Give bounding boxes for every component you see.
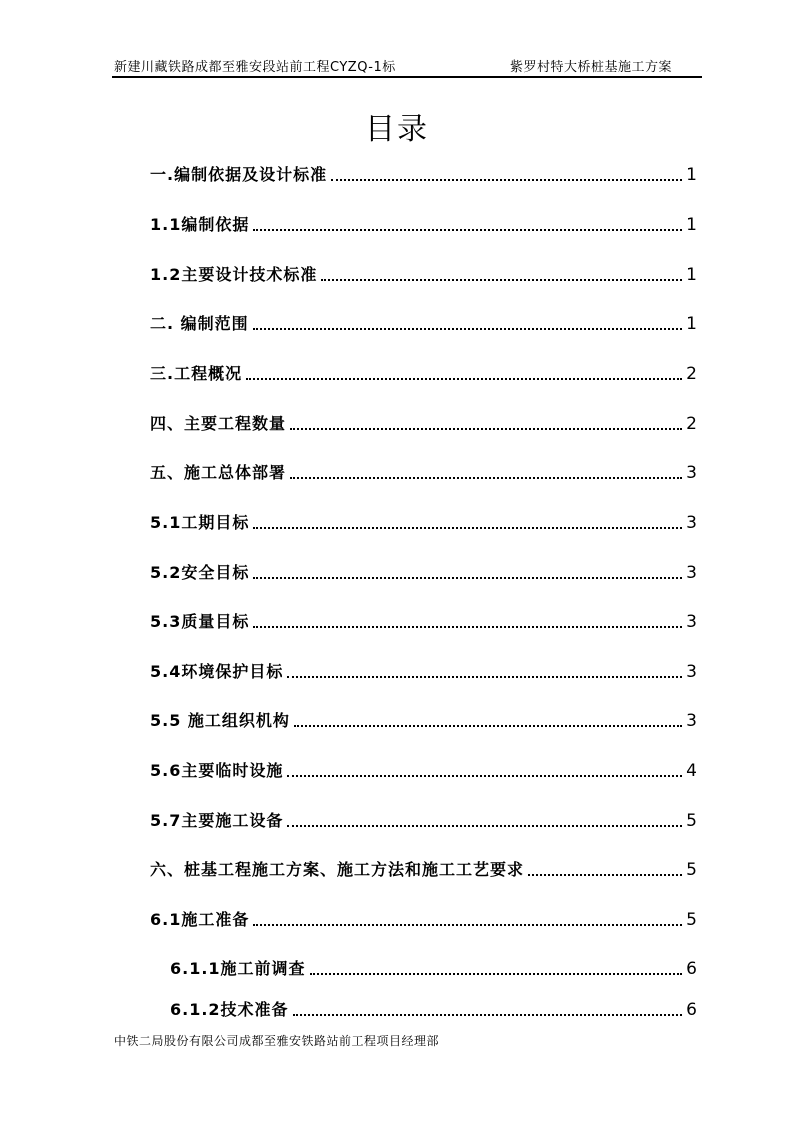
toc-leader-dots [253,527,682,529]
toc-entry-page: 5 [686,910,698,930]
toc-entry-page: 5 [686,860,698,880]
toc-entry-page: 3 [686,563,698,583]
toc-leader-dots [310,973,683,975]
toc-entry-page: 5 [686,811,698,831]
toc-entry[interactable] [150,807,698,831]
toc-title: 目录 [365,112,429,147]
toc-entry-label: 5.3质量目标 [150,612,250,631]
toc-entry-page: 1 [686,215,698,235]
toc-entry-label: 5.4环境保护目标 [150,662,284,681]
toc-entry[interactable] [150,161,698,185]
toc-entry-label: 二. 编制范围 [150,314,249,333]
toc-entry[interactable] [150,410,698,434]
toc-entry-label: 6.1施工准备 [150,910,250,929]
toc-entry[interactable] [150,310,698,334]
toc-entry[interactable] [150,459,698,483]
toc-entry-page: 3 [686,662,698,682]
toc-entry-label: 三.工程概况 [150,364,243,383]
toc-entry-label: 四、主要工程数量 [150,414,287,433]
toc-leader-dots [253,229,682,231]
toc-entry[interactable] [150,856,698,880]
toc-leader-dots [293,1014,683,1016]
page-footer: 中铁二局股份有限公司成都至雅安铁路站前工程项目经理部 [114,1034,440,1048]
toc-entry[interactable] [150,211,698,235]
toc-entry-label: 6.1.2技术准备 [170,1000,289,1019]
toc-leader-dots [331,179,682,181]
toc-leader-dots [321,279,682,281]
toc-entry-page: 1 [686,265,698,285]
toc-entry-label: 六、桩基工程施工方案、施工方法和施工工艺要求 [150,860,525,879]
toc-leader-dots [287,825,682,827]
header-project-name: 新建川藏铁路成都至雅安段站前工程CYZQ-1标 [114,60,396,75]
toc-leader-dots [290,428,682,430]
toc-entry-label: 5.2安全目标 [150,563,250,582]
toc-entry-page: 3 [686,463,698,483]
toc-entry[interactable] [170,996,698,1020]
toc-entry-page: 3 [686,612,698,632]
toc-entry-page: 3 [686,513,698,533]
toc-entry-label: 6.1.1施工前调查 [170,959,306,978]
toc-leader-dots [253,924,682,926]
toc-entry-label: 5.7主要施工设备 [150,811,284,830]
toc-entry[interactable] [150,509,698,533]
toc-leader-dots [253,626,682,628]
toc-entry-label: 1.1编制依据 [150,215,250,234]
toc-entry-page: 2 [686,364,698,384]
toc-entry[interactable] [150,757,698,781]
toc-leader-dots [290,477,682,479]
toc-leader-dots [246,378,682,380]
toc-entry-page: 1 [686,165,698,185]
toc-leader-dots [528,874,682,876]
toc-entry[interactable] [150,559,698,583]
toc-entry-label: 五、施工总体部署 [150,463,287,482]
toc-entry-label: 1.2主要设计技术标准 [150,265,318,284]
toc-leader-dots [253,577,682,579]
toc-entry-page: 4 [686,761,698,781]
header-document-name: 紫罗村特大桥桩基施工方案 [509,60,672,75]
toc-entry-page: 6 [686,1000,698,1020]
toc-leader-dots [287,775,682,777]
toc-entry-page: 3 [686,711,698,731]
toc-entry-label: 一.编制依据及设计标准 [150,165,328,184]
toc-entry[interactable] [150,360,698,384]
toc-entry[interactable] [150,658,698,682]
toc-entry[interactable] [150,906,698,930]
toc-entry[interactable] [150,261,698,285]
toc-entry-label: 5.1工期目标 [150,513,250,532]
toc-leader-dots [294,725,682,727]
toc-entry-label: 5.5 施工组织机构 [150,711,290,730]
toc-leader-dots [287,676,682,678]
toc-entry[interactable] [150,707,698,731]
toc-entry[interactable] [170,955,698,979]
toc-leader-dots [253,328,683,330]
toc-entry[interactable] [150,608,698,632]
toc-entry-page: 1 [686,314,698,334]
toc-entry-label: 5.6主要临时设施 [150,761,284,780]
toc-entry-page: 2 [686,414,698,434]
toc-entry-page: 6 [686,959,698,979]
